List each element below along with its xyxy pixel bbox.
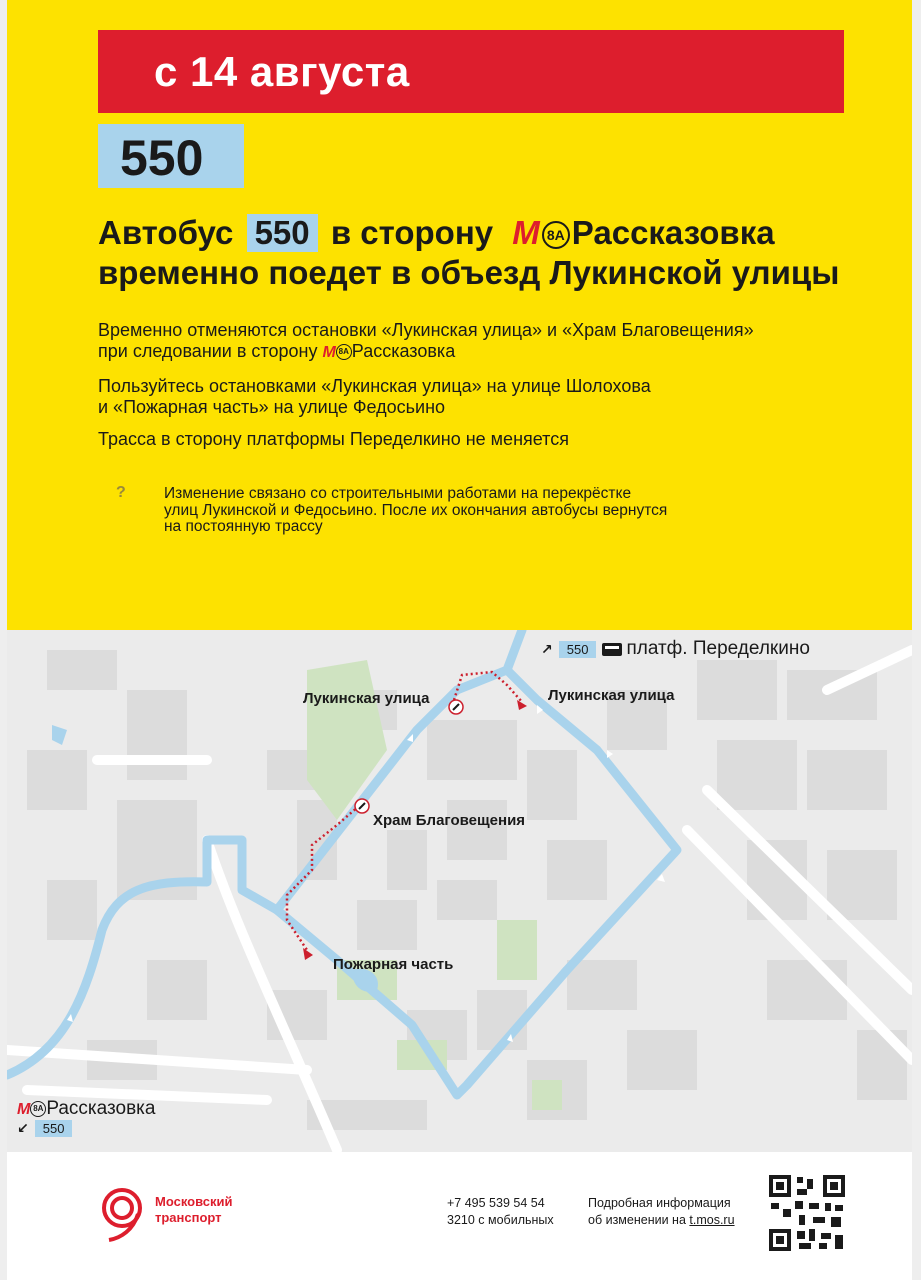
question-icon: ? (116, 484, 126, 501)
paragraph-1-prefix: при следовании в сторону (98, 341, 318, 361)
paragraph-3: Трасса в сторону платформы Переделкино не меняется (98, 429, 569, 449)
headline-route: 550 (247, 214, 318, 252)
metro-line-badge-small: 8А (336, 344, 352, 360)
route-chip-bottom: 550 (35, 1120, 73, 1137)
qr-code[interactable] (769, 1175, 845, 1251)
moscow-transport-logo (97, 1186, 147, 1242)
metro-icon-map: M (17, 1101, 31, 1118)
metro-line-badge: 8А (542, 221, 570, 249)
info-line2-prefix: об изменении на (588, 1213, 686, 1227)
more-info (588, 1195, 735, 1229)
metro-icon: M (512, 214, 540, 251)
footer (7, 1152, 912, 1280)
paragraph-1-line1: Временно отменяются остановки «Лукинская улица» и «Храм Благовещения» (98, 320, 754, 340)
destination-peredelkino (541, 638, 810, 660)
headline-line1 (98, 214, 775, 252)
destination-rasskazovka-route (17, 1120, 78, 1137)
arrow-northeast-icon: ↗ (541, 640, 553, 657)
phone-number[interactable]: +7 495 539 54 54 (447, 1196, 545, 1210)
map-graphic (7, 630, 912, 1152)
note-text (164, 486, 667, 536)
note-line2: улиц Лукинской и Федосьино. После их окончания автобусы вернутся (164, 501, 668, 519)
headline-station: Рассказовка (571, 214, 775, 251)
destination-rasskazovka-label: Рассказовка (46, 1098, 156, 1119)
route-number: 550 (120, 130, 204, 186)
headline-prefix: Автобус (98, 214, 234, 251)
destination-rasskazovka (17, 1098, 155, 1120)
paragraph-2-line2: и «Пожарная часть» на улице Федосьино (98, 397, 446, 417)
paragraph-1-station: Рассказовка (351, 341, 456, 361)
headline-line2: временно поедет в объезд Лукинской улицы (98, 254, 840, 291)
train-icon (602, 643, 622, 656)
arrow-southwest-icon: ↙ (17, 1120, 29, 1136)
date-banner (98, 30, 844, 113)
notice-header (7, 0, 912, 630)
metro-icon-small: M (322, 344, 336, 361)
notice-poster (7, 0, 912, 1280)
destination-peredelkino-label: платф. Переделкино (626, 638, 810, 659)
stop-hram: Храм Благовещения (373, 812, 526, 829)
route-chip-top: 550 (559, 641, 597, 658)
date-text: с 14 августа (154, 48, 410, 95)
stop-lukinskaya-new: Лукинская улица (548, 687, 675, 704)
stop-lukinskaya-cancelled: Лукинская улица (303, 690, 430, 707)
info-link[interactable]: t.mos.ru (689, 1213, 735, 1227)
phone-info (447, 1195, 554, 1229)
note-line1: Изменение связано со строительными работами на перекрёстке (164, 485, 632, 502)
paragraph-2-line1: Пользуйтесь остановками «Лукинская улица» на улице Шолохова (98, 376, 651, 396)
note-line3: на постоянную трассу (164, 518, 323, 535)
headline-middle: в сторону (330, 214, 494, 251)
metro-line-badge-map: 8А (30, 1101, 46, 1117)
brand-line2: транспорт (155, 1210, 222, 1225)
paragraph-1-line2 (98, 341, 455, 363)
brand-name (155, 1194, 233, 1226)
info-line1: Подробная информация (588, 1196, 731, 1210)
short-number: 3210 с мобильных (447, 1213, 554, 1227)
stop-pozharnaya: Пожарная часть (333, 956, 454, 973)
route-map (7, 630, 912, 1152)
brand-line1: Московский (155, 1194, 233, 1209)
route-number-badge (98, 124, 244, 188)
